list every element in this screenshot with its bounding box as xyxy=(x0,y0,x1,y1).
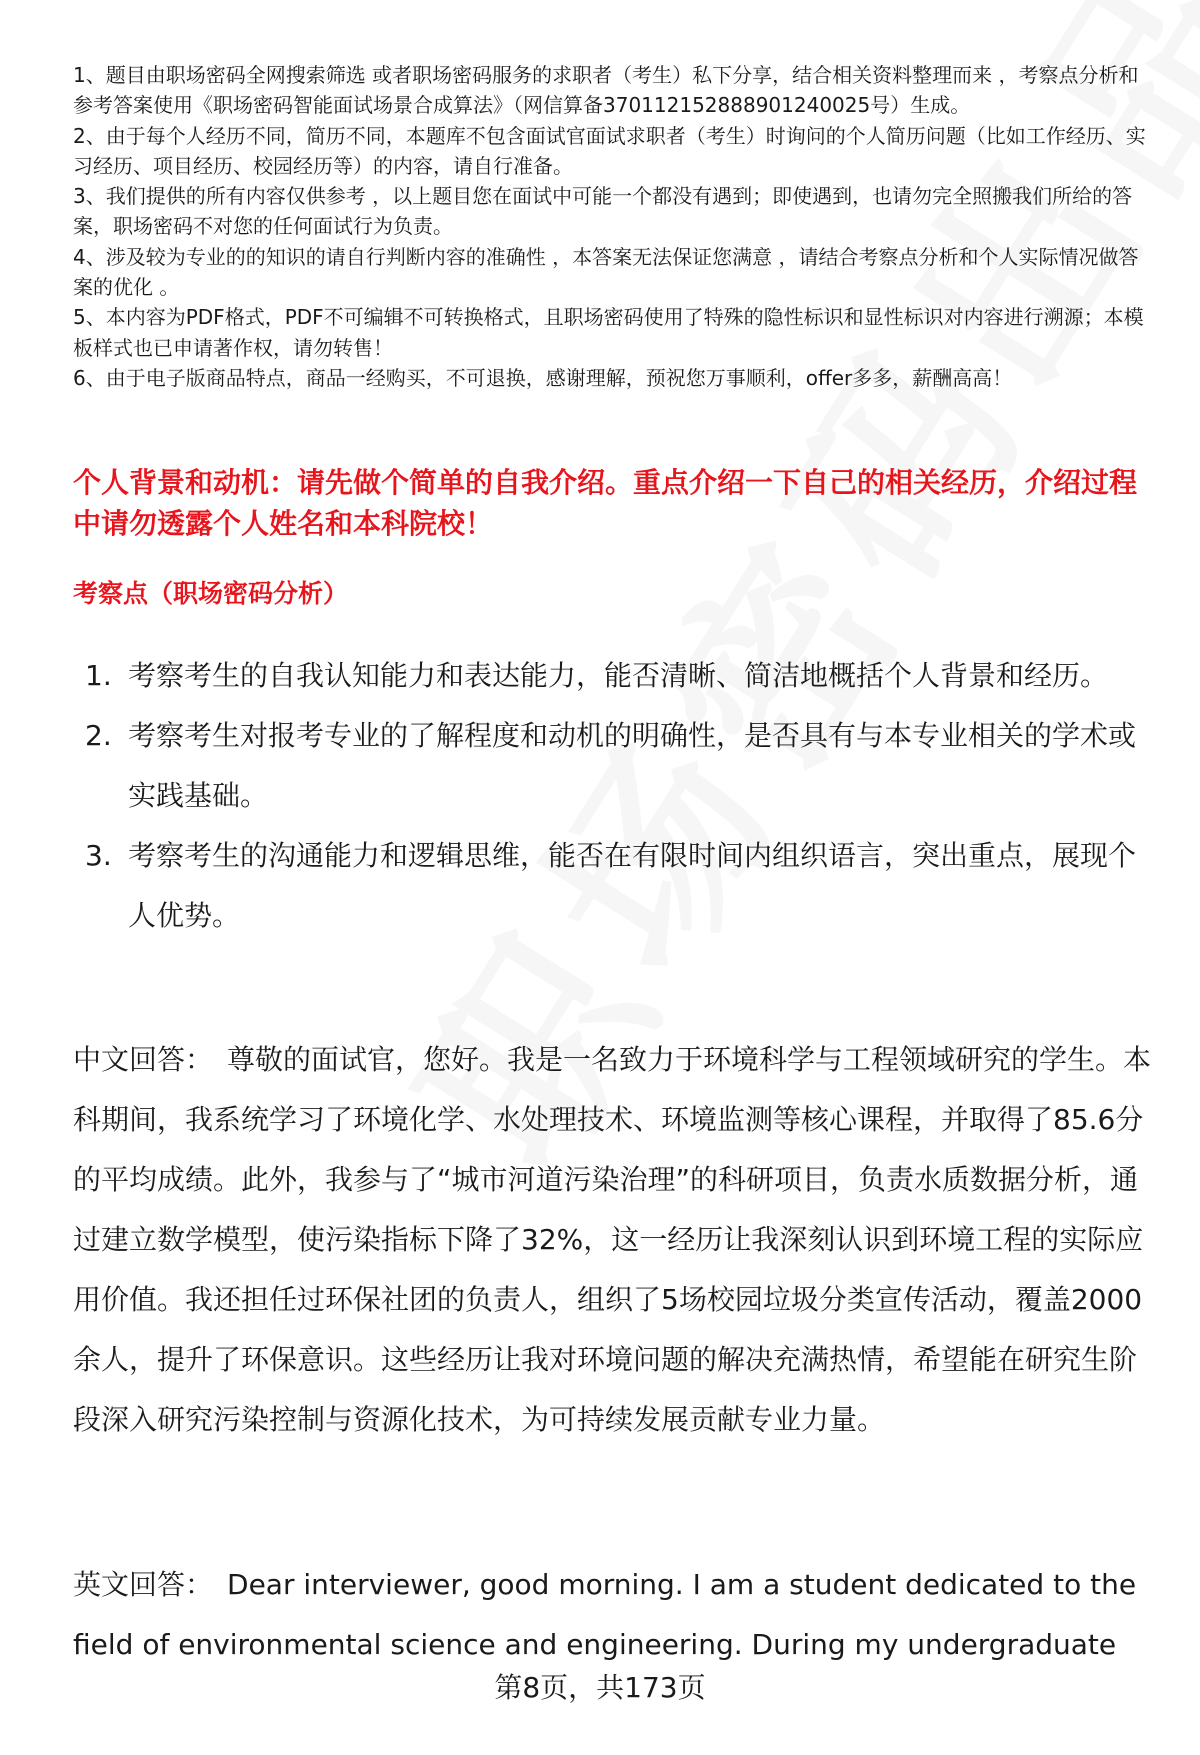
english-answer xyxy=(73,1555,1163,1675)
notice-item: 5、本内容为PDF格式，PDF不可编辑不可转换格式，且职场密码使用了特殊的隐性标识和显性标识对内容进行溯源；本模板样式也已申请著作权，请勿转售！ xyxy=(73,305,1144,360)
point-text: 考察考生的沟通能力和逻辑思维，能否在有限时间内组织语言，突出重点，展现个人优势。 xyxy=(128,839,1137,932)
analysis-point xyxy=(73,646,1158,706)
chinese-answer-text: 尊敬的面试官，您好。我是一名致力于环境科学与工程领域研究的学生。本科期间，我系统学习了环境化学、水处理技术、环境监测等核心课程，并取得了85.6分的平均成绩。此外，我参与了“城市河道污染治理”的科研项目，负责水质数据分析，通过建立数学模型，使污染指标下降了32%，这一经历让我深刻认识到环境工程的实际应用价值。我还担任过环保社团的负责人，组织了5场校园垃圾分类宣传活动，覆盖2000余人，提升了环保意识。这些经历让我对环境问题的解决充满热情，希望能在研究生阶段深入研究污染控制与资源化技术，为可持续发展贡献专业力量。 xyxy=(73,1043,1152,1436)
question-heading: 个人背景和动机：请先做个简单的自我介绍。重点介绍一下自己的相关经历，介绍过程中请勿透露个人姓名和本科院校！ xyxy=(73,466,1138,540)
analysis-point xyxy=(73,826,1158,946)
page-footer: 第8页，共173页 xyxy=(494,1671,706,1704)
notice-item: 2、由于每个人经历不同，简历不同，本题库不包含面试官面试求职者（考生）时询问的个人简历问题（比如工作经历、实习经历、项目经历、校园经历等）的内容，请自行准备。 xyxy=(73,123,1146,178)
point-text: 考察考生的自我认知能力和表达能力，能否清晰、简洁地概括个人背景和经历。 xyxy=(128,659,1109,692)
analysis-point xyxy=(73,706,1158,826)
chinese-answer xyxy=(73,1030,1163,1450)
analysis-points xyxy=(73,646,1158,946)
english-answer-label: 英文回答： xyxy=(73,1568,214,1601)
analysis-title: 考察点（职场密码分析） xyxy=(73,579,349,608)
point-number: 3. xyxy=(85,839,112,872)
notice-item: 4、涉及较为专业的的知识的请自行判断内容的准确性 ，本答案无法保证您满意 ，请结合考察点分析和个人实际情况做答案的优化 。 xyxy=(73,244,1139,300)
point-number: 1. xyxy=(85,659,112,692)
english-answer-text: Dear interviewer, good morning. I am a student dedicated to the field of environmental science and engineering. During my undergraduate xyxy=(73,1568,1137,1661)
point-number: 2. xyxy=(85,719,112,752)
notice-item: 3、我们提供的所有内容仅供参考 ，以上题目您在面试中可能一个都没有遇到；即使遇到，也请勿完全照搬我们所给的答案，职场密码不对您的任何面试行为负责。 xyxy=(73,184,1133,239)
notice-item: 1、题目由职场密码全网搜索筛选 或者职场密码服务的求职者（考生）私下分享，结合相关资料整理而来 ，考察点分析和参考答案使用《职场密码智能面试场景合成算法》（网信算备370112152888901240025号）生成。 xyxy=(73,63,1139,118)
point-text: 考察考生对报考专业的了解程度和动机的明确性，是否具有与本专业相关的学术或实践基础。 xyxy=(128,719,1137,812)
notice-list xyxy=(73,60,1158,393)
chinese-answer-label: 中文回答： xyxy=(73,1043,214,1076)
notice-item: 6、由于电子版商品特点，商品一经购买，不可退换，感谢理解，预祝您万事顺利，offer多多，薪酬高高！ xyxy=(73,365,1013,390)
